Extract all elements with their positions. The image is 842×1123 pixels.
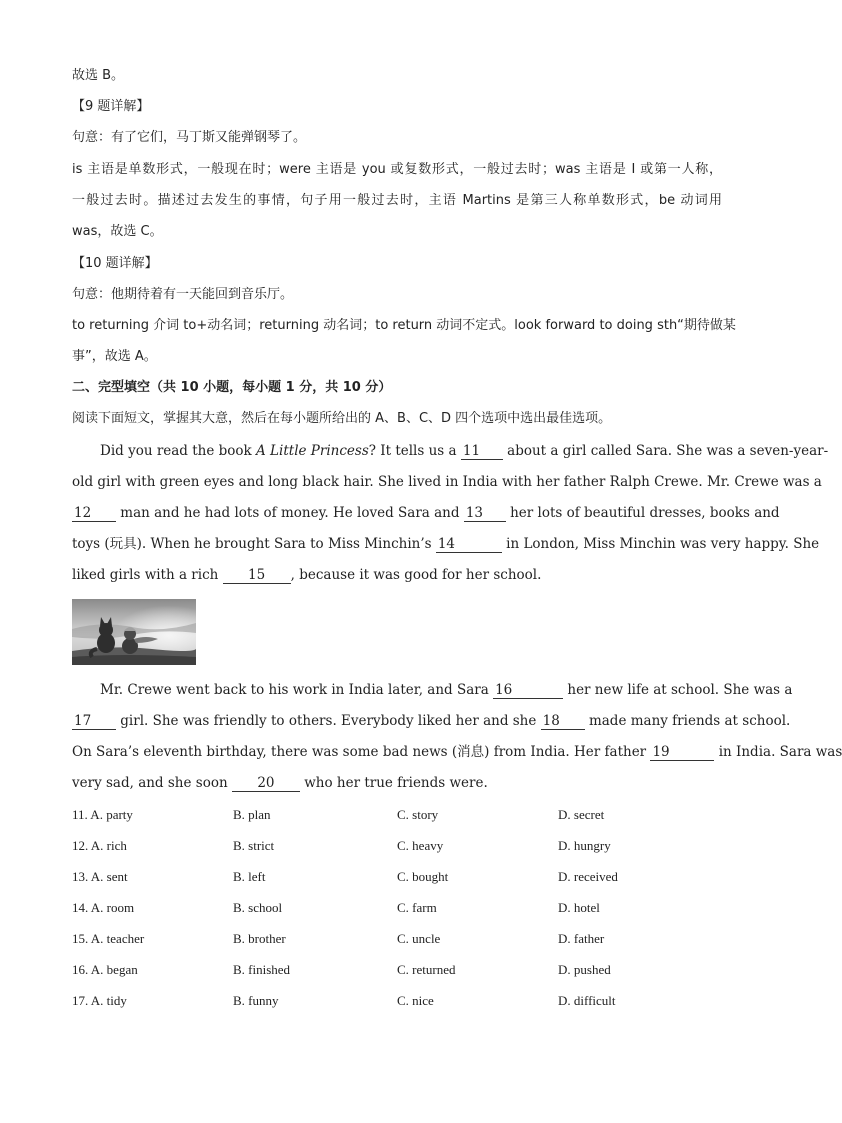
option-d: D. hotel (558, 900, 600, 915)
option-a: 16. A. began (72, 962, 138, 977)
blank-16: 16 (493, 683, 563, 699)
sentence-meaning: 句意：有了它们，马丁斯又能弹钢琴了。 (72, 130, 307, 145)
option-b: B. plan (233, 807, 271, 822)
section-title: 二、完型填空（共 10 小题，每小题 1 分，共 10 分） (72, 380, 392, 395)
option-a: 15. A. teacher (72, 931, 145, 946)
passage-line: Mr. Crewe went back to his work in India later, and Sara 16 her new life at school. She was a (100, 682, 793, 698)
passage-line: 17 girl. She was friendly to others. Everybody liked her and she 18 made many friends at school. (74, 713, 791, 729)
answer-line: 事”，故选 A。 (72, 349, 157, 364)
passage-line: very sad, and she soon 20 who her true friends were. (72, 775, 488, 791)
blank-17: 17 (72, 714, 116, 730)
blank-12: 12 (72, 506, 116, 522)
blank-18: 18 (541, 714, 585, 730)
option-d: D. hungry (558, 838, 611, 853)
answer-line: was，故选 C。 (72, 224, 163, 239)
option-a: 11. A. party (72, 807, 133, 822)
option-a: 14. A. room (72, 900, 135, 915)
illustration-image (72, 599, 196, 665)
blank-15: 15 (223, 568, 291, 584)
option-c: C. heavy (397, 838, 444, 853)
blank-19: 19 (650, 745, 714, 761)
sentence-meaning: 句意：他期待着有一天能回到音乐厅。 (72, 287, 294, 302)
option-d: D. received (558, 869, 618, 884)
option-d: D. pushed (558, 962, 611, 977)
option-d: D. secret (558, 807, 605, 822)
option-a: 17. A. tidy (72, 993, 127, 1008)
blank-13: 13 (464, 506, 506, 522)
option-b: B. finished (233, 962, 291, 977)
explanation-line: 一般过去时。描述过去发生的事情，句子用一般过去时，主语 Martins 是第三人称单数形式，be 动词用 (72, 193, 722, 208)
answer-line: 故选 B。 (72, 68, 125, 83)
book-title: A Little Princess (256, 443, 369, 459)
option-c: C. returned (397, 962, 456, 977)
blank-20: 20 (232, 776, 300, 792)
option-c: C. farm (397, 900, 437, 915)
option-a: 12. A. rich (72, 838, 127, 853)
option-d: D. difficult (558, 993, 616, 1008)
option-b: B. left (233, 869, 266, 884)
option-c: C. nice (397, 993, 434, 1008)
option-d: D. father (558, 931, 605, 946)
option-b: B. brother (233, 931, 286, 946)
passage-line: toys (玩具). When he brought Sara to Miss Minchin’s 14 in London, Miss Minchin was very happy. She (72, 536, 820, 552)
option-b: B. school (233, 900, 283, 915)
blank-14: 14 (436, 537, 502, 553)
section-instruction: 阅读下面短文，掌握其大意，然后在每小题所给出的 A、B、C、D 四个选项中选出最佳选项。 (72, 411, 612, 426)
option-c: C. story (397, 807, 439, 822)
explanation-line: is 主语是单数形式，一般现在时；were 主语是 you 或复数形式，一般过去时；was 主语是 I 或第一人称， (72, 162, 722, 177)
option-c: C. bought (397, 869, 449, 884)
option-b: B. strict (233, 838, 275, 853)
passage-line: On Sara’s eleventh birthday, there was some bad news (消息) from India. Her father 19 in India. Sara was (72, 744, 842, 760)
passage-line: old girl with green eyes and long black hair. She lived in India with her father Ralph Crewe. Mr. Crewe was a (72, 474, 822, 490)
explanation-line: to returning 介词 to+动名词；returning 动名词；to return 动词不定式。look forward to doing sth“期待做某 (72, 318, 736, 333)
option-c: C. uncle (397, 931, 441, 946)
passage-line: 12 man and he had lots of money. He loved Sara and 13 her lots of beautiful dresses, books and (74, 505, 780, 521)
question-9-heading: 【9 题详解】 (72, 99, 150, 114)
passage-line: Did you read the book A Little Princess? It tells us a 11 about a girl called Sara. She was a seven-year- (100, 443, 829, 459)
option-b: B. funny (233, 993, 279, 1008)
question-10-heading: 【10 题详解】 (72, 256, 158, 271)
fox-and-prince-illustration (72, 599, 196, 665)
blank-11: 11 (461, 444, 503, 460)
option-a: 13. A. sent (72, 869, 128, 884)
passage-line: liked girls with a rich 15 , because it was good for her school. (72, 567, 542, 583)
